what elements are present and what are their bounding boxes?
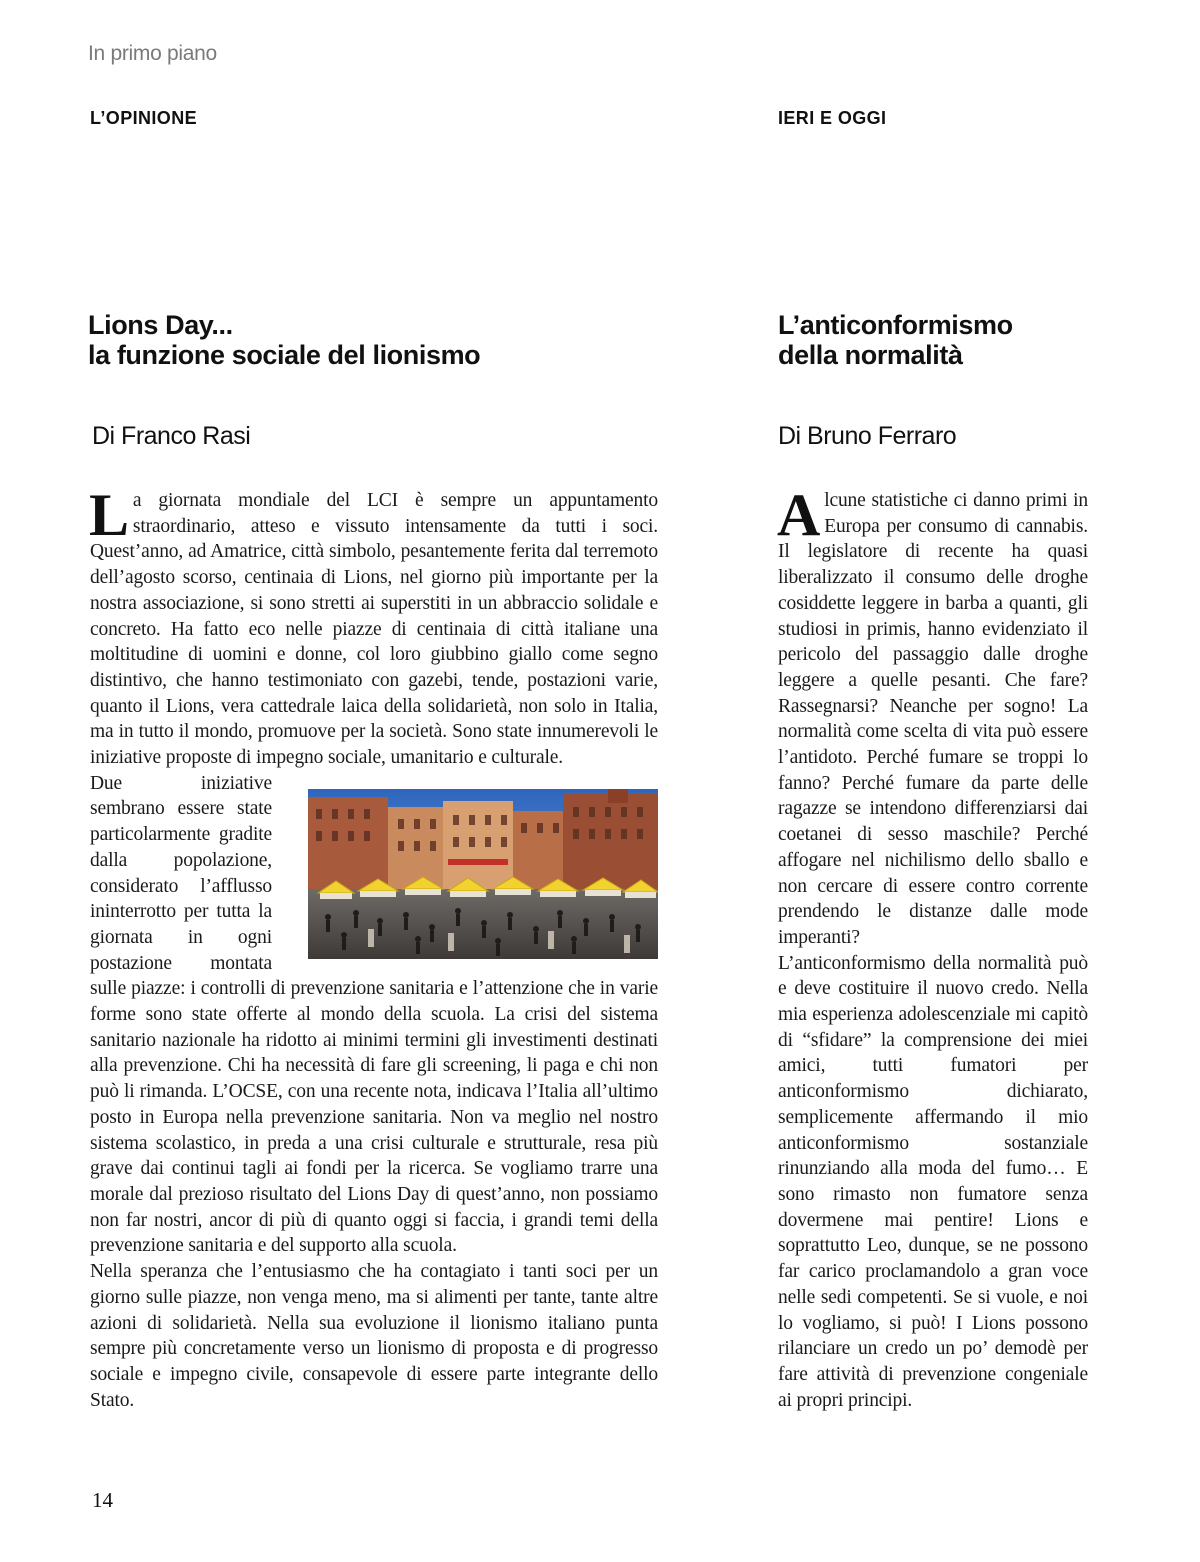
left-rubric: L’OPINIONE: [90, 108, 198, 128]
page-number: 14: [92, 1488, 113, 1512]
section-header: In primo piano: [88, 42, 217, 65]
left-article-title: [88, 310, 480, 370]
right-article-title: [778, 310, 1013, 370]
right-paragraph-2: L’anticonformismo della normalità può e deve costituire il nuovo credo. Nella mia esperienza adolescenziale mi capitò di “sfidare” la comprensione dei miei amici, tutti fumatori per anticonformismo dichiarato, semplicemente affermando il mio anticonformismo sostanziale rinunziando alla moda del fumo… E sono rimasto non fumatore senza dovermene mai pentire! Lions e soprattutto Leo, dunque, se ne possono far carico proclamandolo a gran voce nelle sedi competenti. Se si vuole, e noi lo vogliamo, si può! I Lions possono rilanciare un credo un po’ demodè per fare attività di prevenzione congeniale ai propri principi.: [778, 952, 1088, 1411]
right-dropcap: A: [777, 482, 821, 548]
left-title-line1: Lions Day...: [88, 310, 233, 340]
piazza-photo: [308, 789, 658, 959]
left-paragraph-2: [90, 771, 658, 1259]
right-title-line2: della normalità: [778, 340, 963, 370]
left-paragraph-3: Nella speranza che l’entusiasmo che ha contagiato i tanti soci per un giorno sulle piazze, non venga meno, ma si alimenti per tante, tante altre azioni di solidarietà. Nella sua evoluzione il lionismo italiano punta sempre più concretamente verso un lionismo di proposta e di progresso sociale e impegno civile, consapevole di essere parte integrante dello Stato.: [90, 1261, 658, 1411]
right-article-body: [777, 482, 1088, 1468]
left-paragraph-2-text: Due iniziative sembrano essere state particolarmente gradite dalla popolazione, considerato l’afflusso ininterrotto per tutta la giornata in ogni postazione montata sulle piazze: i controlli di prevenzione sanitaria e l’attenzione che in varie forme sono state offerte al mondo della scuola. La crisi del sistema sanitario nazionale ha ridotto ai minimi termini gli investimenti destinati alla prevenzione. Chi ha necessità di fare gli screening, li paga e chi non può li rimanda. L’OCSE, con una recente nota, indicava l’Italia all’ultimo posto in Europa nella prevenzione sanitaria. Non va meglio nel nostro sistema scolastico, in preda a una crisi culturale e strutturale, resa più grave dai continui tagli ai fondi per la ricerca. Se vogliamo trarre una morale dal prezioso risultato del Lions Day di quest’anno, non possiamo non far nostri, ancor di più di quanto oggi si faccia, i grandi temi della prevenzione sanitaria e del supporto alla scuola.: [90, 772, 658, 1257]
left-dropcap: L: [89, 482, 129, 548]
left-paragraph-1-text: a giornata mondiale del LCI è sempre un appuntamento straordinario, atteso e vissuto intensamente da tutti i soci. Quest’anno, ad Amatrice, città simbolo, pesantemente ferita dal terremoto dell’agosto scorso, centinaia di Lions, nel giorno più importante per la nostra associazione, si sono stretti ai superstiti in un abbraccio solidale e concreto. Ha fatto eco nelle piazze di centinaia di città italiane una moltitudine di uomini e donne, col loro giubbino giallo come segno distintivo, che hanno testimoniato con gazebi, tende, postazioni varie, quanto il Lions, vera cattedrale laica della solidarietà, non solo in Italia, ma in tutto il mondo, promuove per la società. Sono state innumerevoli le iniziative proposte di impegno sociale, umanitario e culturale.: [90, 490, 658, 769]
left-paragraph-1: [89, 482, 658, 771]
right-rubric: IERI E OGGI: [778, 108, 887, 128]
right-title-line1: L’anticonformismo: [778, 310, 1013, 340]
left-title-line2: la funzione sociale del lionismo: [88, 340, 481, 370]
left-byline: Di Franco Rasi: [92, 422, 251, 450]
right-paragraph-1-text: lcune statistiche ci danno primi in Europa per consumo di cannabis. Il legislatore di recente ha quasi liberalizzato il consumo delle droghe cosiddette leggere in barba a quanti, gli studiosi in primis, hanno evidenziato il pericolo del passaggio dalle droghe leggere a quelle pesanti. Che fare? Rassegnarsi? Neanche per sogno! La normalità come scelta di vita può essere l’antidoto. Perché fumare se troppi lo fanno? Perché fumare da parte delle ragazze se intendono differenziarsi dai coetanei di sesso maschile? Perché affogare nel nichilismo dello sballo e non cercare di essere contro corrente prendendo le distanze dalle mode imperanti?: [778, 490, 1088, 948]
right-paragraph-1: [777, 482, 1088, 951]
left-article-body: [89, 482, 658, 1468]
right-byline: Di Bruno Ferraro: [778, 422, 957, 450]
